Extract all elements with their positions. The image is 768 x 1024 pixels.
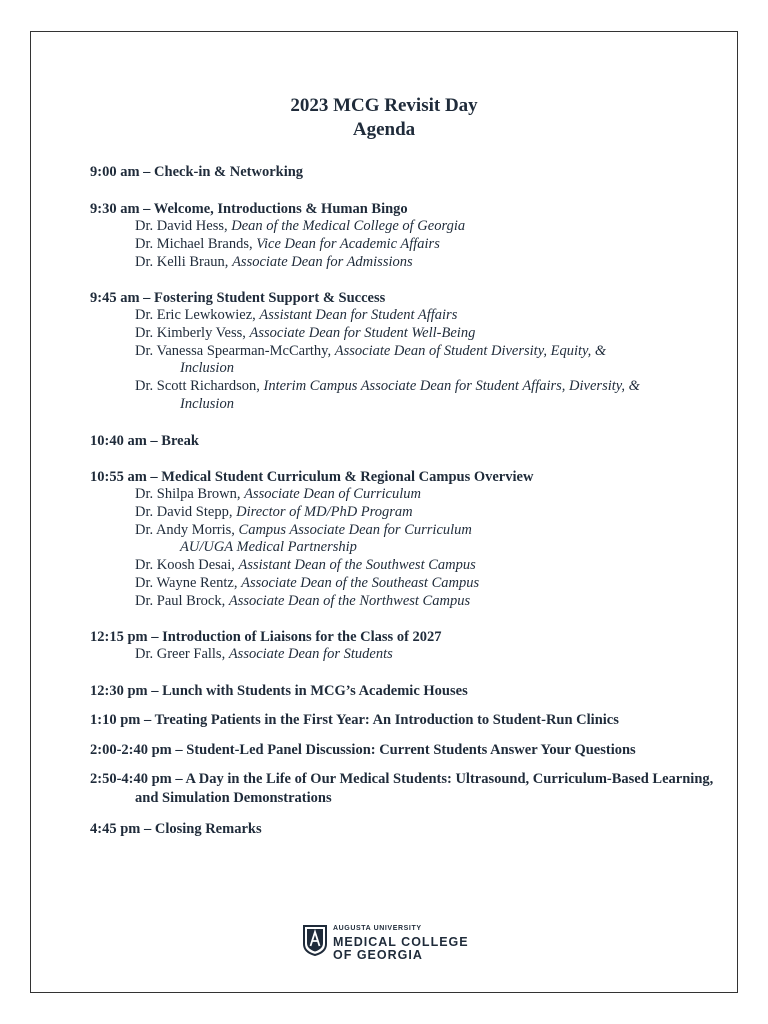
shield-icon <box>302 924 328 956</box>
agenda-item-title: 10:55 am – Medical Student Curriculum & Regional Campus Overview <box>90 469 534 485</box>
agenda-item-title: 9:45 am – Fostering Student Support & Success <box>90 290 386 306</box>
speaker <box>135 325 720 343</box>
speaker-name: Dr. Paul Brock, <box>135 592 226 609</box>
speaker-role: Associate Dean of the Southeast Campus <box>241 574 480 591</box>
agenda-item-title: 9:30 am – Welcome, Introductions & Human Bingo <box>90 201 408 217</box>
speaker <box>135 236 720 254</box>
speaker-role: Assistant Dean for Student Affairs <box>259 307 458 323</box>
speaker-name: Dr. Greer Falls, <box>135 646 226 662</box>
speaker-role-continued: Inclusion <box>180 395 234 412</box>
page-subtitle: Agenda <box>352 119 416 140</box>
speaker-name: Dr. David Hess, <box>135 218 228 234</box>
agenda-item <box>90 711 720 729</box>
agenda-item <box>90 628 720 664</box>
speaker-role-continued: AU/UGA Medical Partnership <box>180 539 357 556</box>
speaker-role: Interim Campus Associate Dean for Student Affairs, Diversity, & <box>263 378 640 395</box>
speaker <box>135 646 720 664</box>
speaker-role: Vice Dean for Academic Affairs <box>256 235 440 252</box>
logo-college-text-line1: MEDICAL COLLEGE <box>333 935 469 949</box>
speaker-name: Dr. Michael Brands, <box>135 235 253 252</box>
speaker <box>135 522 720 558</box>
page-title: 2023 MCG Revisit Day <box>290 95 478 116</box>
agenda-item-title: 10:40 am – Break <box>90 433 199 449</box>
speaker <box>135 575 720 593</box>
speaker-name: Dr. Andy Morris, <box>135 521 235 538</box>
augusta-university-logo <box>302 922 482 964</box>
speaker-role: Associate Dean of the Northwest Campus <box>228 592 471 609</box>
agenda-item <box>90 432 720 450</box>
agenda-item <box>90 200 720 271</box>
speaker-role: Assistant Dean of the Southwest Campus <box>238 557 476 574</box>
logo-university-text: AUGUSTA UNIVERSITY <box>333 925 422 932</box>
agenda-item <box>90 741 720 759</box>
speaker-role: Director of MD/PhD Program <box>236 503 413 520</box>
speaker-role: Campus Associate Dean for Curriculum <box>238 521 472 538</box>
agenda-item <box>90 820 720 838</box>
speaker-role: Associate Dean of Student Diversity, Equity, & <box>334 342 607 359</box>
speaker <box>135 504 720 522</box>
speaker-name: Dr. Kelli Braun, <box>135 253 229 270</box>
speaker-name: Dr. Wayne Rentz, <box>135 574 238 591</box>
speaker-name: Dr. Kimberly Vess, <box>135 324 246 341</box>
agenda-item-title: 9:00 am – Check-in & Networking <box>90 164 304 180</box>
speaker-name: Dr. Vanessa Spearman-McCarthy, <box>135 342 332 359</box>
speaker-role: Associate Dean for Students <box>228 646 393 662</box>
agenda-item-title: 4:45 pm – Closing Remarks <box>90 821 262 837</box>
speaker <box>135 307 720 325</box>
speaker <box>135 343 720 379</box>
agenda-item <box>90 289 720 414</box>
agenda-item <box>90 468 720 611</box>
speaker <box>135 218 720 236</box>
speaker <box>135 254 720 272</box>
agenda-item <box>90 770 720 808</box>
speaker <box>135 486 720 504</box>
speaker-name: Dr. Eric Lewkowiez, <box>135 307 256 323</box>
agenda-item-title: 12:15 pm – Introduction of Liaisons for the Class of 2027 <box>90 629 442 645</box>
speaker-name: Dr. Scott Richardson, <box>135 378 260 395</box>
agenda-item <box>90 682 720 700</box>
speaker-name: Dr. Koosh Desai, <box>135 557 235 574</box>
speaker-role: Associate Dean for Student Well-Being <box>249 324 476 341</box>
agenda-item <box>90 163 720 181</box>
speaker <box>135 593 720 611</box>
speaker-name: Dr. Shilpa Brown, <box>135 486 241 502</box>
speaker-name: Dr. David Stepp, <box>135 503 233 520</box>
agenda-item-title: 2:00-2:40 pm – Student-Led Panel Discussion: Current Students Answer Your Questions <box>90 742 636 758</box>
speaker-role-continued: Inclusion <box>180 360 234 377</box>
speaker-role: Associate Dean of Curriculum <box>244 486 421 502</box>
agenda-item-title: 1:10 pm – Treating Patients in the First Year: An Introduction to Student-Run Clinics <box>90 712 619 728</box>
speaker-role: Dean of the Medical College of Georgia <box>231 218 466 234</box>
agenda-item-title: 12:30 pm – Lunch with Students in MCG’s Academic Houses <box>90 683 468 699</box>
speaker <box>135 557 720 575</box>
speaker <box>135 378 720 414</box>
logo-college-text-line2: OF GEORGIA <box>333 948 423 962</box>
speaker-role: Associate Dean for Admissions <box>232 253 413 270</box>
agenda-item-title: 2:50-4:40 pm – A Day in the Life of Our Medical Students: Ultrasound, Curriculum-Based Learning, and Simulation Demonstrations <box>90 771 714 806</box>
